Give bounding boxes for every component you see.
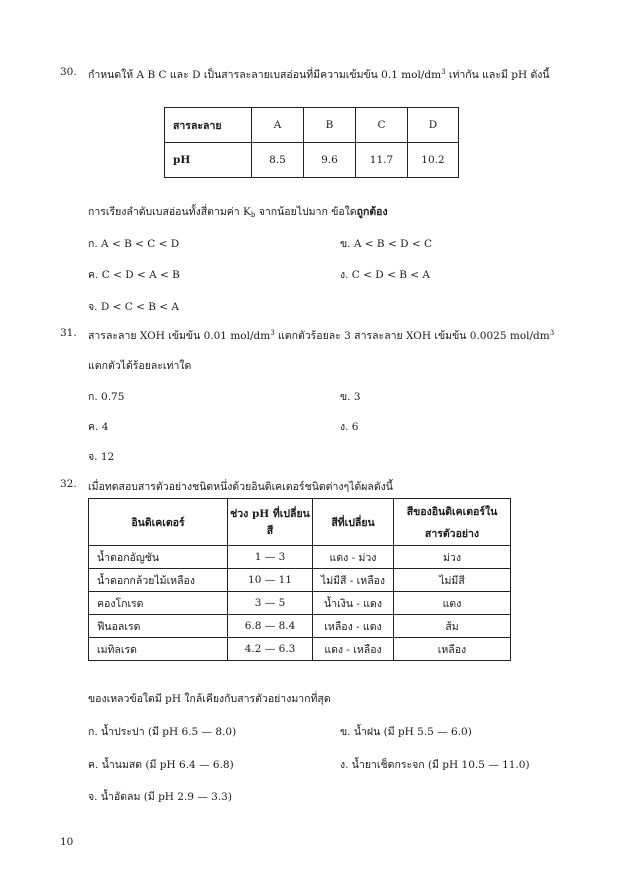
range-dash: — xyxy=(264,643,276,655)
question-30-stem-text-end: เท่ากัน และมี pH ดังนี้ xyxy=(445,69,550,81)
ph-low: 1 xyxy=(254,551,262,563)
page-number: 10 xyxy=(60,836,74,848)
table-row xyxy=(165,108,459,143)
indicator-name: คองโกเรด xyxy=(89,592,228,615)
choice-31-c: ค. 4 xyxy=(88,421,109,433)
ph-table xyxy=(164,107,459,178)
table-header-row xyxy=(89,499,511,546)
ph-high: 5 xyxy=(278,597,286,609)
color-change: แดง - ม่วง xyxy=(313,546,394,569)
question-31-text: สารละลาย XOH เข้มข้น 0.01 mol/dm xyxy=(88,330,271,342)
table-row xyxy=(89,546,511,569)
superscript: 3 xyxy=(549,329,555,337)
table-row xyxy=(89,592,511,615)
question-31-text-mid: แตกตัวร้อยละ 3 สารละลาย XOH เข้มข้น 0.0025 mol/dm xyxy=(274,330,550,342)
table-cell: 9.6 xyxy=(304,143,356,178)
sample-color: ม่วง xyxy=(394,546,511,569)
ph-high: 11 xyxy=(278,574,292,586)
choice-31-e: จ. 12 xyxy=(88,451,115,463)
question-32-stem: เมื่อทดสอบสารตัวอย่างชนิดหนึ่งด้วยอินดิเคเตอร์ชนิดต่างๆได้ผลดังนี้ xyxy=(88,481,393,493)
question-31-number: 31. xyxy=(60,327,77,339)
header-ph-range: ช่วง pH ที่เปลี่ยนสี xyxy=(228,499,313,546)
range-dash: — xyxy=(264,574,276,586)
ph-range xyxy=(228,546,313,569)
ph-range xyxy=(228,592,313,615)
table-cell: C xyxy=(356,108,408,143)
choice-32-a: ก. น้ำประปา (มี pH 6.5 — 8.0) xyxy=(88,726,237,738)
ph-high: 3 xyxy=(278,551,286,563)
table-row xyxy=(89,569,511,592)
question-31-stem xyxy=(88,327,554,344)
indicator-name: ฟีนอลเรด xyxy=(89,615,228,638)
header-sample-color-line2: สารตัวอย่าง xyxy=(424,527,480,540)
choice-31-b: ข. 3 xyxy=(340,391,361,403)
ph-range xyxy=(228,638,313,661)
table-cell: B xyxy=(304,108,356,143)
question-31-stem-line2: แตกตัวได้ร้อยละเท่าใด xyxy=(88,360,192,372)
ph-range xyxy=(228,615,313,638)
choice-30-c: ค. C < D < A < B xyxy=(88,269,180,281)
color-change: น้ำเงิน - แดง xyxy=(313,592,394,615)
sample-color: เหลือง xyxy=(394,638,511,661)
table-cell: 10.2 xyxy=(408,143,459,178)
ph-high: 8.4 xyxy=(278,620,296,632)
table-row xyxy=(89,638,511,661)
header-indicator: อินดิเคเตอร์ xyxy=(89,499,228,546)
indicator-name: น้ำดอกอัญชัน xyxy=(89,546,228,569)
sample-color: แดง xyxy=(394,592,511,615)
question-30-stem xyxy=(88,66,550,83)
color-change: ไม่มีสี - เหลือง xyxy=(313,569,394,592)
choice-30-d: ง. C < D < B < A xyxy=(340,269,430,281)
color-change: เหลือง - แดง xyxy=(313,615,394,638)
choice-30-a: ก. A < B < C < D xyxy=(88,238,180,250)
ph-high: 6.3 xyxy=(278,643,296,655)
table-row xyxy=(165,143,459,178)
subscript: b xyxy=(250,211,256,219)
ph-low: 4.2 xyxy=(244,643,262,655)
prompt-text-end: จากน้อยไปมาก ข้อใด xyxy=(255,206,357,218)
ph-low: 10 xyxy=(248,574,262,586)
choice-31-d: ง. 6 xyxy=(340,421,359,433)
table-row xyxy=(89,615,511,638)
choice-30-b: ข. A < B < D < C xyxy=(340,238,433,250)
range-dash: — xyxy=(264,551,276,563)
range-dash: — xyxy=(264,620,276,632)
question-30-prompt xyxy=(88,203,388,220)
prompt-emphasis: ถูกต้อง xyxy=(356,206,388,218)
table-header-cell: pH xyxy=(165,143,252,178)
indicator-table xyxy=(88,498,511,661)
choice-32-b: ข. น้ำฝน (มี pH 5.5 — 6.0) xyxy=(340,726,472,738)
choice-31-a: ก. 0.75 xyxy=(88,391,125,403)
table-cell: D xyxy=(408,108,459,143)
question-32-prompt: ของเหลวข้อใดมี pH ใกล้เคียงกับสารตัวอย่างมากที่สุด xyxy=(88,693,331,705)
question-30-stem-text: กำหนดให้ A B C และ D เป็นสารละลายเบสอ่อนที่มีความเข้มข้น 0.1 mol/dm xyxy=(88,69,442,81)
sample-color: ส้ม xyxy=(394,615,511,638)
table-cell: 8.5 xyxy=(252,143,304,178)
choice-30-e: จ. D < C < B < A xyxy=(88,301,179,313)
table-cell: 11.7 xyxy=(356,143,408,178)
header-sample-color-line1: สีของอินดิเคเตอร์ใน xyxy=(406,505,498,518)
choice-32-c: ค. น้ำนมสด (มี pH 6.4 — 6.8) xyxy=(88,759,234,771)
superscript: 3 xyxy=(441,68,446,76)
indicator-name: เมทิลเรด xyxy=(89,638,228,661)
header-color-change: สีที่เปลี่ยน xyxy=(313,499,394,546)
indicator-name: น้ำดอกกล้วยไม้เหลือง xyxy=(89,569,228,592)
question-32-number: 32. xyxy=(60,478,77,490)
superscript: 3 xyxy=(270,329,275,337)
ph-low: 3 xyxy=(254,597,262,609)
choice-32-e: จ. น้ำอัดลม (มี pH 2.9 — 3.3) xyxy=(88,791,232,803)
range-dash: — xyxy=(264,597,276,609)
sample-color: ไม่มีสี xyxy=(394,569,511,592)
question-30-number: 30. xyxy=(60,66,77,78)
ph-range xyxy=(228,569,313,592)
table-cell: A xyxy=(252,108,304,143)
header-sample-color xyxy=(394,499,511,546)
color-change: แดง - เหลือง xyxy=(313,638,394,661)
choice-32-d: ง. น้ำยาเช็ดกระจก (มี pH 10.5 — 11.0) xyxy=(340,759,530,771)
ph-low: 6.8 xyxy=(244,620,262,632)
table-header-cell: สารละลาย xyxy=(165,108,252,143)
prompt-text: การเรียงลำดับเบสอ่อนทั้งสี่ตามค่า K xyxy=(88,206,251,218)
